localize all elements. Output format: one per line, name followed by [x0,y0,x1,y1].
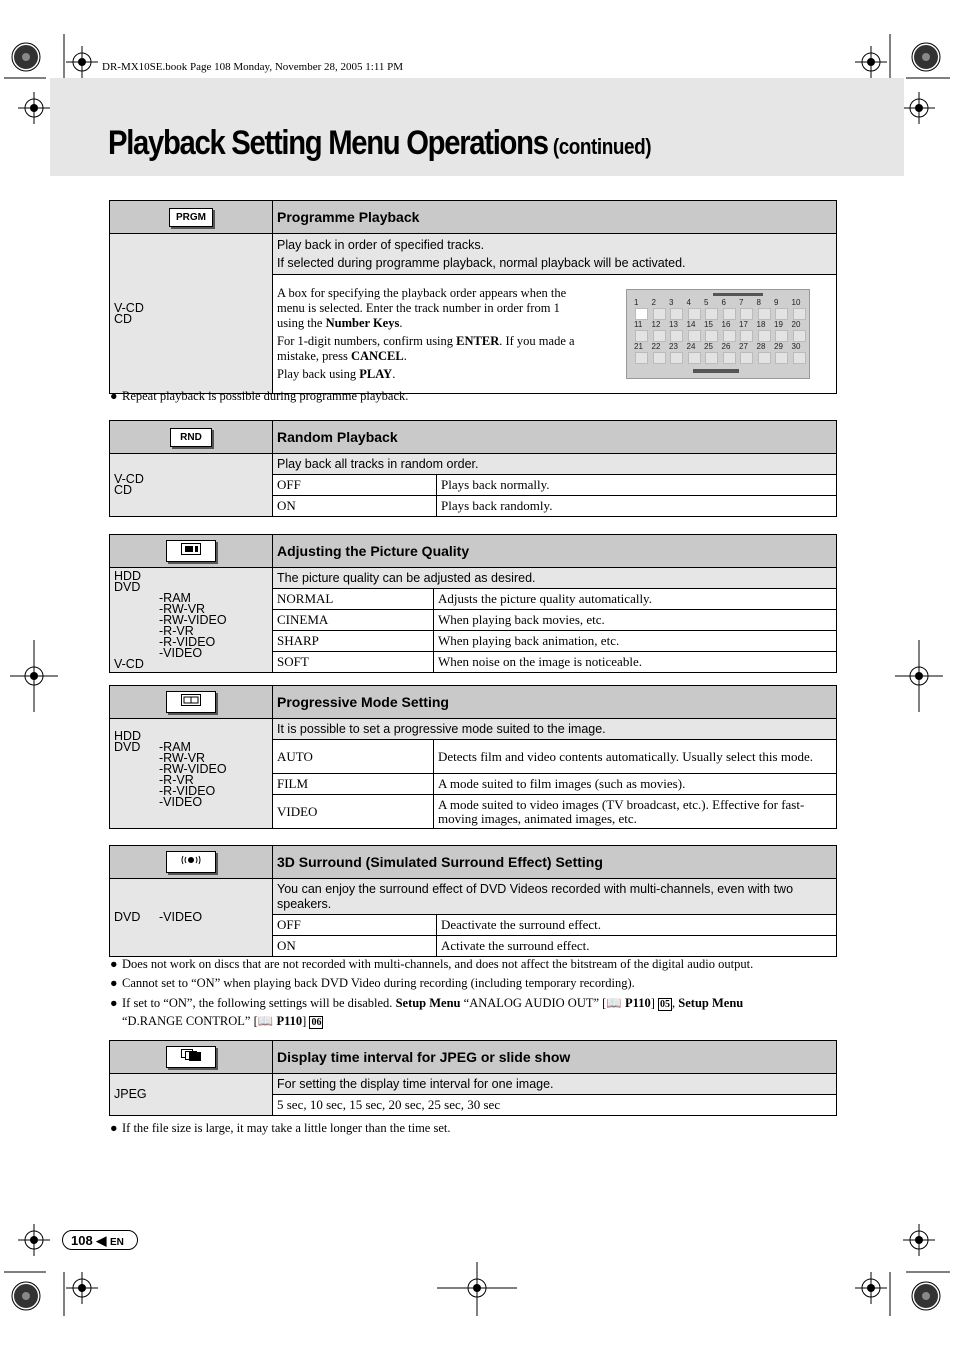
device-dvd-sub [159,742,227,808]
enter-label: ENTER [456,334,500,348]
note3-i: “D.RANGE CONTROL” [ [122,1014,258,1028]
progressive-option-auto-value: Detects film and video contents automatically. Usually select this mode. [434,740,837,774]
grid-track-number: 3 [669,298,674,307]
jpeg-interval-values: 5 sec, 10 sec, 15 sec, 20 sec, 25 sec, 30 sec [273,1095,837,1116]
grid-track-box [705,308,718,320]
surround-icon-graphic [181,854,201,866]
note3-g: , [672,996,679,1010]
device-sub: -RAM [159,740,191,754]
device-sub: -VIDEO [159,795,203,809]
grid-track-box [635,330,648,342]
grid-track-number: 9 [774,298,779,307]
programme-instructions [277,286,617,382]
grid-track-number: 6 [721,298,726,307]
surround-option-off-value: Deactivate the surround effect. [437,915,837,936]
picture-quality-icon-graphic [181,543,201,555]
grid-track-number: 1 [634,298,639,307]
grid-track-number: 20 [791,320,801,329]
device-sub: -R-VR [159,773,194,787]
device-dvd: DVD [114,580,141,594]
picture-option-cinema: CINEMA [273,610,434,631]
grid-track-box [635,352,648,364]
page-title-suffix: (continued) [552,134,652,159]
picture-quality-icon [166,540,216,562]
grid-track-box [793,330,806,342]
grid-track-box [653,308,666,320]
surround-note-3 [110,995,830,1031]
grid-track-number: 5 [704,298,709,307]
surround-desc: You can enjoy the surround effect of DVD Videos recorded with multi-channels, even with two speakers. [273,879,837,915]
grid-track-number: 2 [651,298,656,307]
picture-devices [110,568,273,673]
device-sub: -R-VIDEO [159,784,216,798]
device-sub: -R-VR [159,624,194,638]
grid-track-number: 8 [756,298,761,307]
device-cd: CD [114,483,133,497]
grid-track-box [740,330,753,342]
device-dvd-sub [159,582,227,659]
device-dvd: DVD [114,910,141,924]
grid-track-number: 12 [651,320,661,329]
programme-note [110,389,408,404]
device-sub: -RW-VIDEO [159,613,227,627]
progressive-desc: It is possible to set a progressive mode suited to the image. [273,719,837,740]
prgm-icon: PRGM [169,208,213,227]
surround-table [109,845,837,957]
grid-bottom-bar [693,369,739,373]
cancel-label: CANCEL [350,349,404,363]
grid-track-box [758,352,771,364]
picture-icon-cell [110,535,273,568]
picture-quality-table [109,534,837,673]
grid-track-number: 22 [651,342,661,351]
device-sub: -R-VIDEO [159,635,216,649]
item-number-badge: 06 [311,1017,322,1028]
grid-track-box [758,308,771,320]
device-dvd-row [114,742,268,808]
progressive-mode-icon [166,691,216,713]
instr-line-5 [277,349,617,364]
surround-note-1-text: Does not work on discs that are not recorded with multi-channels, and does not affect the bitstream of the digital audio output. [122,957,754,971]
book-icon: 📖 [257,1014,274,1028]
grid-track-box [653,352,666,364]
slideshow-icon-graphic [181,1049,201,1061]
page-title [108,124,651,163]
progressive-option-auto: AUTO [273,740,434,774]
play-label: PLAY [359,367,393,381]
programme-devices [110,234,273,394]
programme-desc [273,234,837,275]
surround-devices [110,879,273,957]
grid-track-box [670,330,683,342]
jpeg-device: JPEG [110,1074,273,1116]
grid-track-box [740,352,753,364]
grid-track-number: 29 [774,342,783,351]
setup-menu-label: Setup Menu [678,996,744,1010]
programme-playback-table [109,200,837,394]
grid-track-number: 30 [791,342,801,351]
progressive-mode-icon-graphic [181,694,201,706]
programme-body [273,275,837,394]
instr-line-3 [277,316,617,331]
device-sub: -RW-VIDEO [159,762,227,776]
grid-track-number: 25 [704,342,713,351]
picture-option-soft-value: When noise on the image is noticeable. [434,652,837,673]
instr-line-1: A box for specifying the playback order appears when the [277,286,567,300]
page-title-main: Playback Setting Menu Operations [108,124,548,162]
grid-track-number: 14 [686,320,696,329]
jpeg-icon-cell [110,1041,273,1074]
grid-track-number: 17 [739,320,748,329]
random-option-off: OFF [273,475,437,496]
grid-track-number: 19 [774,320,783,329]
prgm-icon-cell [110,201,273,234]
instr-4c: . If you made a [499,334,575,348]
grid-top-bar [713,293,763,296]
instr-line-4 [277,334,617,349]
grid-track-box [723,330,736,342]
picture-option-cinema-value: When playing back movies, etc. [434,610,837,631]
device-sub: -RW-VR [159,751,206,765]
jpeg-title: Display time interval for JPEG or slide show [273,1041,837,1074]
bullet-icon: ● [110,976,118,990]
jpeg-note-text: If the file size is large, it may take a little longer than the time set. [122,1121,451,1135]
instr-4a: For 1-digit numbers, confirm using [277,334,457,348]
device-vcd: V-CD [114,657,144,671]
file-info: DR-MX10SE.book Page 108 Monday, November 28, 2005 1:11 PM [102,61,404,73]
programme-desc-1: Play back in order of specified tracks. [277,238,485,252]
grid-track-number: 11 [634,320,643,329]
random-desc: Play back all tracks in random order. [273,454,837,475]
picture-option-normal-value: Adjusts the picture quality automatically. [434,589,837,610]
progressive-option-film: FILM [273,774,434,795]
grid-track-number: 26 [721,342,731,351]
rnd-icon: RND [170,428,212,447]
instr-line-2: menu is selected. Enter the track number in order from 1 [277,301,560,315]
note3-a: If set to “ON”, the following settings will be disabled. [122,996,396,1010]
device-sub: -VIDEO [159,910,203,924]
grid-track-box [670,308,683,320]
setup-menu-label: Setup Menu [395,996,461,1010]
bullet-icon: ● [110,996,118,1010]
grid-track-box [653,330,666,342]
grid-track-number: 28 [756,342,766,351]
surround-option-on-value: Activate the surround effect. [437,936,837,957]
rnd-icon-cell [110,421,273,454]
grid-track-box [758,330,771,342]
grid-track-box [688,308,701,320]
grid-track-box [635,308,648,320]
progressive-option-video: VIDEO [273,795,434,829]
device-sub: -RW-VR [159,602,206,616]
grid-track-number: 24 [686,342,696,351]
device-sub: -RAM [159,591,191,605]
grid-track-number: 27 [739,342,748,351]
surround-option-on: ON [273,936,437,957]
grid-track-number: 4 [686,298,691,307]
device-hdd: HDD [114,569,142,583]
picture-option-soft: SOFT [273,652,434,673]
grid-track-number: 21 [634,342,643,351]
page-ref-p110: P110 [621,996,651,1010]
programme-desc-2: If selected during programme playback, normal playback will be activated. [277,256,686,270]
progressive-devices [110,719,273,829]
book-icon: 📖 [606,996,622,1010]
grid-track-box [705,330,718,342]
grid-track-box [793,308,806,320]
progressive-option-film-value: A mode suited to film images (such as movies). [434,774,837,795]
random-devices [110,454,273,517]
grid-track-number: 13 [669,320,678,329]
bullet-icon: ● [110,1121,118,1135]
instr-5c: . [403,349,407,363]
random-option-off-value: Plays back normally. [437,475,837,496]
instr-6c: . [392,367,396,381]
grid-track-number: 10 [791,298,801,307]
grid-track-box [723,308,736,320]
grid-track-box [723,352,736,364]
grid-track-box [688,330,701,342]
programme-title: Programme Playback [273,201,837,234]
picture-option-sharp: SHARP [273,631,434,652]
grid-track-box [705,352,718,364]
picture-title: Adjusting the Picture Quality [273,535,837,568]
language-label: EN [109,1237,124,1248]
device-dvd: DVD [114,740,141,754]
grid-track-number: 7 [739,298,744,307]
programme-track-grid-image [626,289,810,379]
note3-k: ] [302,1014,310,1028]
device-vcd: V-CD [114,300,144,315]
device-dvd-row [114,582,268,659]
surround-icon [166,851,216,873]
note3-c: “ANALOG AUDIO OUT” [ [460,996,607,1010]
picture-option-normal: NORMAL [273,589,434,610]
item-number-badge: 05 [660,999,671,1010]
instr-6a: Play back using [277,367,360,381]
grid-track-number: 15 [704,320,713,329]
surround-icon-cell [110,846,273,879]
programme-note-text: Repeat playback is possible during programme playback. [122,389,409,403]
note3-e: ] [650,996,659,1010]
instr-3a: using the [277,316,326,330]
progressive-title: Progressive Mode Setting [273,686,837,719]
bullet-icon: ● [110,957,118,971]
grid-track-box [775,308,788,320]
slideshow-icon [166,1046,216,1068]
surround-note-1 [110,957,830,972]
random-playback-table [109,420,837,517]
device-sub: -VIDEO [159,646,203,660]
grid-track-box [688,352,701,364]
progressive-mode-table [109,685,837,829]
bullet-icon: ● [110,389,118,403]
left-arrow-icon: ◀ [96,1233,107,1248]
grid-track-box [775,330,788,342]
device-dvd-row [114,912,268,923]
random-option-on-value: Plays back randomly. [437,496,837,517]
random-title: Random Playback [273,421,837,454]
page-number-badge [62,1230,138,1250]
surround-note-2-text: Cannot set to “ON” when playing back DVD Video during recording (including temporary recording). [122,976,635,990]
grid-track-number: 18 [756,320,766,329]
surround-option-off: OFF [273,915,437,936]
instr-5a: mistake, press [277,349,351,363]
progressive-option-video-value: A mode suited to video images (TV broadcast, etc.). Effective for fast-moving images, animated images, etc. [434,795,837,829]
picture-option-sharp-value: When playing back animation, etc. [434,631,837,652]
device-cd: CD [114,311,133,326]
device-hdd: HDD [114,729,142,743]
grid-track-box [793,352,806,364]
jpeg-note [110,1121,450,1136]
grid-track-box [775,352,788,364]
grid-track-number: 16 [721,320,731,329]
instr-3c: . [399,316,403,330]
jpeg-desc: For setting the display time interval for one image. [273,1074,837,1095]
device-vcd: V-CD [114,472,144,486]
surround-note-2 [110,976,830,991]
grid-track-box [740,308,753,320]
surround-title: 3D Surround (Simulated Surround Effect) Setting [273,846,837,879]
grid-track-box [670,352,683,364]
random-option-on: ON [273,496,437,517]
instr-line-6 [277,367,617,382]
progressive-icon-cell [110,686,273,719]
page-ref-p110: P110 [273,1014,303,1028]
jpeg-interval-table [109,1040,837,1116]
grid-track-number: 23 [669,342,678,351]
page-number: 108 [71,1233,93,1248]
number-keys-label: Number Keys [325,316,400,330]
picture-desc: The picture quality can be adjusted as desired. [273,568,837,589]
